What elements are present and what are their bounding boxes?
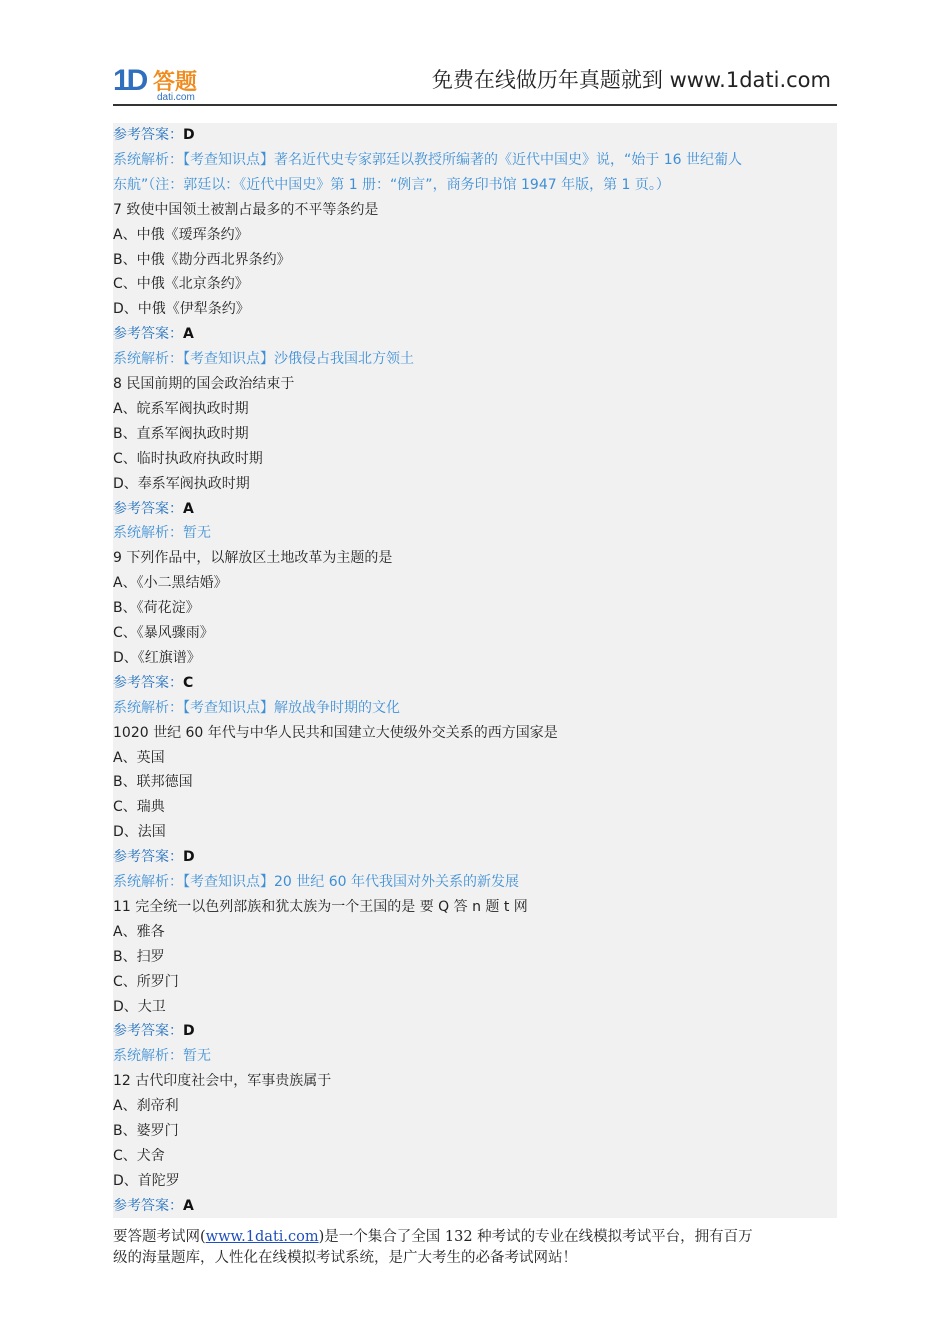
logo-mark: 1D xyxy=(113,64,146,97)
header-divider xyxy=(113,104,837,106)
question-line: C、《暴风骤雨》 xyxy=(113,625,214,641)
question-line: C、中俄《北京条约》 xyxy=(113,276,249,293)
question-line: 12 古代印度社会中，军事贵族属于 xyxy=(113,1073,332,1090)
question-line: D、中俄《伊犁条约》 xyxy=(113,301,250,318)
explanation-line: 系统解析：暂无 xyxy=(113,525,211,542)
answer-label: 参考答案： xyxy=(113,1197,183,1214)
question-line: A、雅各 xyxy=(113,923,165,940)
explanation-line: 系统解析：【考查知识点】著名近代史专家郭廷以教授所编著的《近代中国史》说，“始于 16 世纪葡人 xyxy=(113,151,742,168)
question-line: B、《荷花淀》 xyxy=(113,600,200,617)
explanation-line: 系统解析：【考查知识点】20 世纪 60 年代我国对外关系的新发展 xyxy=(113,874,519,890)
question-line: D、《红旗谱》 xyxy=(113,649,201,666)
answer-value: D xyxy=(183,1023,195,1040)
question-line: 9 下列作品中，以解放区土地改革为主题的是 xyxy=(113,550,393,567)
question-line: D、法国 xyxy=(113,824,166,841)
question-line: D、首陀罗 xyxy=(113,1172,180,1189)
question-line: B、婆罗门 xyxy=(113,1123,179,1139)
explanation-line: 系统解析：【考查知识点】解放战争时期的文化 xyxy=(113,699,400,716)
question-line: B、中俄《勘分西北界条约》 xyxy=(113,251,291,268)
logo-subtext: dati.com xyxy=(157,92,195,103)
question-content xyxy=(113,123,837,1218)
question-line: C、犬舍 xyxy=(113,1147,165,1164)
page-header xyxy=(113,60,837,104)
explanation-line: 系统解析：暂无 xyxy=(113,1048,211,1065)
answer-line xyxy=(113,322,194,347)
answer-line xyxy=(113,671,193,696)
answer-label: 参考答案： xyxy=(113,674,183,691)
answer-value: D xyxy=(183,849,195,866)
question-line: C、临时执政府执政时期 xyxy=(113,450,263,467)
explanation-line: 系统解析：【考查知识点】沙俄侵占我国北方领土 xyxy=(113,351,414,368)
answer-line xyxy=(113,845,195,870)
question-line: A、皖系军阀执政时期 xyxy=(113,400,249,417)
question-line: A、刹帝利 xyxy=(113,1098,179,1115)
page-footer xyxy=(113,1227,837,1269)
answer-line xyxy=(113,497,194,522)
logo-text: 答题 xyxy=(153,70,198,95)
answer-label: 参考答案： xyxy=(113,1023,183,1040)
answer-label: 参考答案： xyxy=(113,127,183,143)
answer-value: A xyxy=(183,1197,194,1214)
footer-text-line2: 级的海量题库，人性化在线模拟考试系统，是广大考生的必备考试网站！ xyxy=(113,1250,577,1266)
question-line: 8 民国前期的国会政治结束于 xyxy=(113,376,295,392)
question-line: 1020 世纪 60 年代与中华人民共和国建立大使级外交关系的西方国家是 xyxy=(113,724,558,741)
answer-value: D xyxy=(183,127,195,143)
answer-label: 参考答案： xyxy=(113,849,183,866)
answer-line xyxy=(113,1019,195,1044)
question-line: C、所罗门 xyxy=(113,973,179,990)
answer-label: 参考答案： xyxy=(113,500,183,517)
explanation-line: 东航”（注：郭廷以：《近代中国史》第 1 册：“例言”，商务印书馆 1947 年版，第 1 页。） xyxy=(113,176,670,193)
answer-label: 参考答案： xyxy=(113,326,183,343)
answer-line xyxy=(113,123,195,148)
question-line: A、英国 xyxy=(113,749,165,766)
question-line: B、扫罗 xyxy=(113,948,165,965)
question-line: D、大卫 xyxy=(113,998,166,1015)
header-slogan: 免费在线做历年真题就到 www.1dati.com xyxy=(431,68,831,92)
answer-line xyxy=(113,1194,194,1219)
footer-text-end: )是一个集合了全国 132 种考试的专业在线模拟考试平台，拥有百万 xyxy=(318,1229,753,1245)
answer-value: C xyxy=(183,674,194,691)
answer-value: A xyxy=(183,500,194,517)
footer-site-link[interactable]: www.1dati.com xyxy=(205,1229,319,1245)
footer-text-start: 要答题考试网( xyxy=(113,1229,206,1245)
question-line: A、中俄《瑷珲条约》 xyxy=(113,226,249,243)
question-line: D、奉系军阀执政时期 xyxy=(113,475,250,492)
answer-value: A xyxy=(183,326,194,343)
question-line: C、瑞典 xyxy=(113,799,165,816)
question-line: B、直系军阀执政时期 xyxy=(113,425,249,442)
question-line: B、联邦德国 xyxy=(113,774,193,791)
question-line: 7 致使中国领土被割占最多的不平等条约是 xyxy=(113,201,379,218)
site-logo[interactable] xyxy=(113,64,223,104)
question-line: A、《小二黑结婚》 xyxy=(113,575,228,592)
question-line: 11 完全统一以色列部族和犹太族为一个王国的是 要 Q 答 n 题 t 网 xyxy=(113,898,528,915)
